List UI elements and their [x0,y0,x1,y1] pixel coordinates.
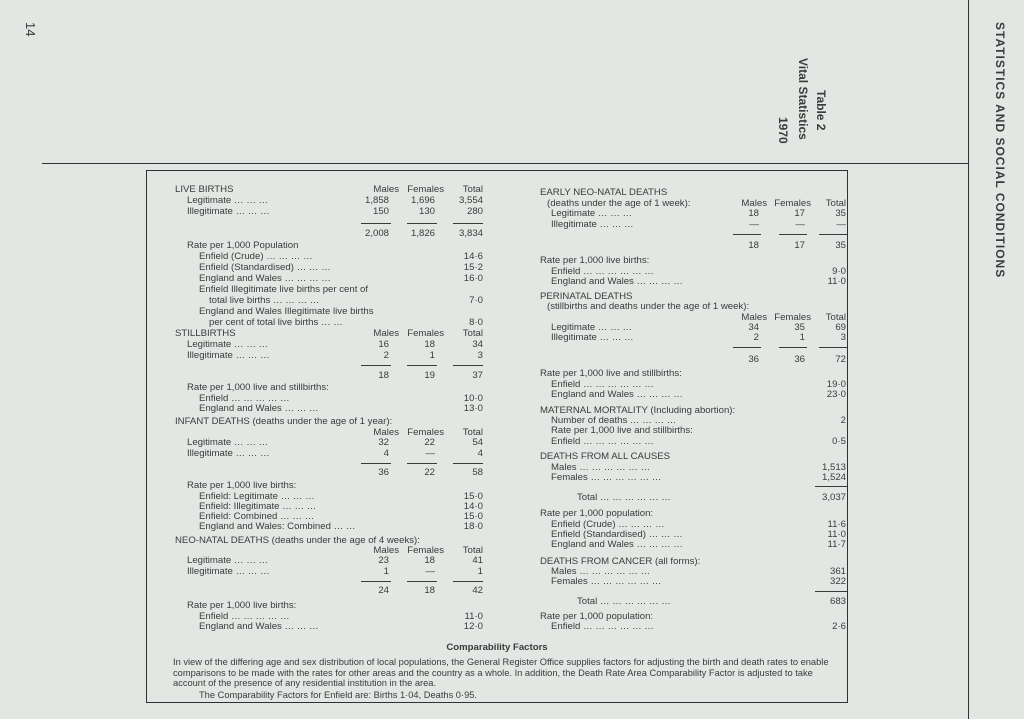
row-label: Illegitimate … … … [187,448,270,459]
rate-value: 7·0 [469,295,483,306]
underline [779,347,807,348]
underline [407,365,437,366]
rate-label: total live births … … … … [209,295,320,306]
cell: — [425,448,435,459]
rate-label: Enfield (Standardised) … … … [551,529,683,540]
total-cell: 36 [378,467,389,478]
cell: 1 [477,566,483,577]
cell: 3,554 [458,195,483,206]
col-total: Total [825,312,846,323]
rate-value: 15·0 [463,511,483,522]
rate-value: 23·0 [826,389,846,400]
row-value: 1,524 [821,472,846,483]
row-label: Males … … … … … … [551,462,651,473]
total-cell: 72 [835,354,846,365]
row-value: 0·5 [832,436,846,447]
neo-natal-heading: NEO-NATAL DEATHS (deaths under the age of 4 weeks): [175,535,420,546]
underline [453,463,483,464]
col-males: Males [741,198,767,209]
cell: 280 [466,206,483,217]
cell: 130 [418,206,435,217]
comparability-title: Comparability Factors [446,642,548,653]
row-value: 1,513 [821,462,846,473]
rate-value: 13·0 [463,403,483,414]
total-cell: 18 [424,585,435,596]
underline [361,581,391,582]
rate-value: 15·0 [463,491,483,502]
row-label: Illegitimate … … … [551,219,634,230]
early-neo-natal-heading: EARLY NEO-NATAL DEATHS [540,187,668,198]
total-cell: 58 [472,467,483,478]
col-males: Males [373,328,399,339]
perinatal-subheading: (stillbirths and deaths under the age of 1 week): [547,301,750,312]
total-cell: 22 [424,467,435,478]
rate-value: 19·0 [826,379,846,390]
rate-value: 14·6 [463,251,483,262]
rate-value: 12·0 [463,621,483,632]
underline [453,223,483,224]
underline [733,347,761,348]
cell: 3 [840,332,846,343]
col-total: Total [462,328,483,339]
col-males: Males [373,427,399,438]
perinatal-heading: PERINATAL DEATHS [540,291,633,302]
rate-label: Enfield: Combined … … … [199,511,315,522]
underline [453,365,483,366]
total-cell: 18 [378,370,389,381]
rate-value: 18·0 [463,521,483,532]
early-neo-natal-subheading: (deaths under the age of 1 week): [547,198,691,209]
row-label: Enfield … … … … … … [551,436,654,447]
col-males: Males [741,312,767,323]
row-label: Illegitimate … … … [187,206,270,217]
rate-label: Enfield … … … … … [199,611,290,622]
col-females: Females [407,545,444,556]
table-number: Table 2 [814,90,828,131]
cell: 32 [378,437,389,448]
rate-label: Enfield: Legitimate … … … [199,491,315,502]
total-label: Total … … … … … … [577,596,671,607]
cell: 34 [748,322,759,333]
row-label: Illegitimate … … … [187,350,270,361]
row-label: Females … … … … … … [551,576,662,587]
live-births-heading: LIVE BIRTHS [175,184,234,195]
cell: 1 [429,350,435,361]
cell: 1,858 [364,195,389,206]
cell: 4 [383,448,389,459]
underline [819,234,847,235]
underline [361,365,391,366]
cell: 4 [477,448,483,459]
total-cell: 2,008 [364,228,389,239]
rate-label: England and Wales: Combined … … [199,521,356,532]
page-number: 14 [23,22,38,37]
rate-value: 11·6 [827,519,846,530]
col-total: Total [825,198,846,209]
total-cell: 3,834 [458,228,483,239]
col-males: Males [373,184,399,195]
all-causes-heading: DEATHS FROM ALL CAUSES [540,451,671,462]
vital-statistics-table [146,170,848,703]
rate-label: Enfield … … … … … … [551,379,654,390]
rate-label: Enfield (Crude) … … … … [551,519,665,530]
rate-value: 8·0 [469,317,483,328]
header-rule [42,163,968,164]
total-cell: 36 [794,354,805,365]
rate-label: Enfield (Standardised) … … … [199,262,331,273]
cell: 16 [378,339,389,350]
rate-label: England and Wales … … … [199,403,319,414]
rate-label: Enfield … … … … … … [551,266,654,277]
total-label: Total … … … … … … [577,492,671,503]
col-females: Females [407,427,444,438]
row-label: Legitimate … … … [187,339,269,350]
rate-value: 15·2 [463,262,483,273]
cell: 150 [372,206,389,217]
rate-heading: Rate per 1,000 Population [187,240,299,251]
stillbirths-heading: STILLBIRTHS [175,328,236,339]
rate-value: 11·0 [827,276,846,287]
rate-heading: Rate per 1,000 live and stillbirths: [540,368,682,379]
rate-value: 2·6 [832,621,846,632]
col-total: Total [462,545,483,556]
underline [361,223,391,224]
col-females: Females [407,328,444,339]
cancer-heading: DEATHS FROM CANCER (all forms): [540,556,701,567]
cell: 35 [835,208,846,219]
table-name: Vital Statistics [796,58,810,140]
rate-value: 9·0 [832,266,846,277]
total-value: 3,037 [821,492,846,503]
right-margin-rule [968,0,969,719]
cell: 1 [799,332,805,343]
cell: — [425,566,435,577]
underline [815,591,847,592]
cell: 1,696 [410,195,435,206]
underline [407,581,437,582]
underline [819,347,847,348]
row-label: Females … … … … … … [551,472,662,483]
total-cell: 18 [748,240,759,251]
row-label: Rate per 1,000 live and stillbirths: [551,425,693,436]
total-cell: 42 [472,585,483,596]
col-females: Females [774,312,811,323]
underline [453,581,483,582]
underline [361,463,391,464]
cell: 3 [477,350,483,361]
cell: 1 [383,566,389,577]
total-cell: 1,826 [410,228,435,239]
rate-label: England and Wales … … … … [551,539,683,550]
rate-label: England and Wales … … … … [199,273,331,284]
rate-heading: Rate per 1,000 live births: [187,600,297,611]
cell: — [836,219,846,230]
cell: — [795,219,805,230]
cell: 34 [472,339,483,350]
infant-deaths-heading: INFANT DEATHS (deaths under the age of 1 year): [175,416,393,427]
rate-label: Enfield: Illegitimate … … … [199,501,317,512]
col-females: Females [407,184,444,195]
row-value: 361 [829,566,846,577]
row-label: Illegitimate … … … [551,332,634,343]
cell: 22 [424,437,435,448]
cell: 18 [424,339,435,350]
cell: 2 [383,350,389,361]
rate-label: England and Wales … … … [199,621,319,632]
cell: 2 [753,332,759,343]
rate-value: 11·0 [464,611,483,622]
cell: 18 [424,555,435,566]
total-cell: 24 [378,585,389,596]
rate-value: 11·0 [827,529,846,540]
rate-label: England and Wales … … … … [551,276,683,287]
row-label: Legitimate … … … [551,322,633,333]
col-males: Males [373,545,399,556]
rate-label: Enfield … … … … … … [551,621,654,632]
rate-value: 10·0 [463,393,483,404]
comparability-factors: The Comparability Factors for Enfield are: Births 1·04, Deaths 0·95. [199,690,477,700]
rate-value: 11·7 [827,539,846,550]
row-value: 2 [840,415,846,426]
underline [779,234,807,235]
table-year: 1970 [776,117,790,144]
rate-heading: Rate per 1,000 live and stillbirths: [187,382,329,393]
underline [407,223,437,224]
rate-label: Enfield Illegitimate live births per cent of [199,284,369,295]
total-cell: 37 [472,370,483,381]
total-cell: 19 [424,370,435,381]
total-value: 683 [829,596,846,607]
underline [815,486,847,487]
row-label: Legitimate … … … [187,555,269,566]
rate-heading: Rate per 1,000 population: [540,508,654,519]
underline [733,234,761,235]
rate-label: England and Wales Illegitimate live births [199,306,374,317]
cell: 35 [794,322,805,333]
row-label: Males … … … … … … [551,566,651,577]
rate-label: Enfield (Crude) … … … … [199,251,313,262]
rate-heading: Rate per 1,000 live births: [540,255,650,266]
cell: 17 [794,208,805,219]
rate-value: 16·0 [463,273,483,284]
total-cell: 36 [748,354,759,365]
rate-heading: Rate per 1,000 live births: [187,480,297,491]
section-title: STATISTICS AND SOCIAL CONDITIONS [993,22,1007,279]
row-value: 322 [829,576,846,587]
cell: — [749,219,759,230]
comparability-text: In view of the differing age and sex distribution of local populations, the General Register Office supplies factors for adjusting the birth and death rates to enable comparisons to be made with the rates for other areas and the country as a whole. In addition, the Death Rate Area Comparability Factor is adjusted to take account of the presence of any residential institution in the area. [173,657,829,689]
row-label: Legitimate … … … [551,208,633,219]
row-label: Legitimate … … … [187,437,269,448]
cell: 41 [472,555,483,566]
row-label: Illegitimate … … … [187,566,270,577]
row-label: Number of deaths … … … … [551,415,677,426]
cell: 69 [835,322,846,333]
col-females: Females [774,198,811,209]
row-label: Legitimate … … … [187,195,269,206]
total-cell: 17 [794,240,805,251]
maternal-heading: MATERNAL MORTALITY (Including abortion): [540,405,736,416]
cell: 18 [748,208,759,219]
col-total: Total [462,184,483,195]
underline [407,463,437,464]
total-cell: 35 [835,240,846,251]
rate-label: England and Wales … … … … [551,389,683,400]
cell: 23 [378,555,389,566]
rate-label: per cent of total live births … … [209,317,343,328]
rate-value: 14·0 [463,501,483,512]
rate-heading: Rate per 1,000 population: [540,611,654,622]
cell: 54 [472,437,483,448]
col-total: Total [462,427,483,438]
rate-label: Enfield … … … … … [199,393,290,404]
